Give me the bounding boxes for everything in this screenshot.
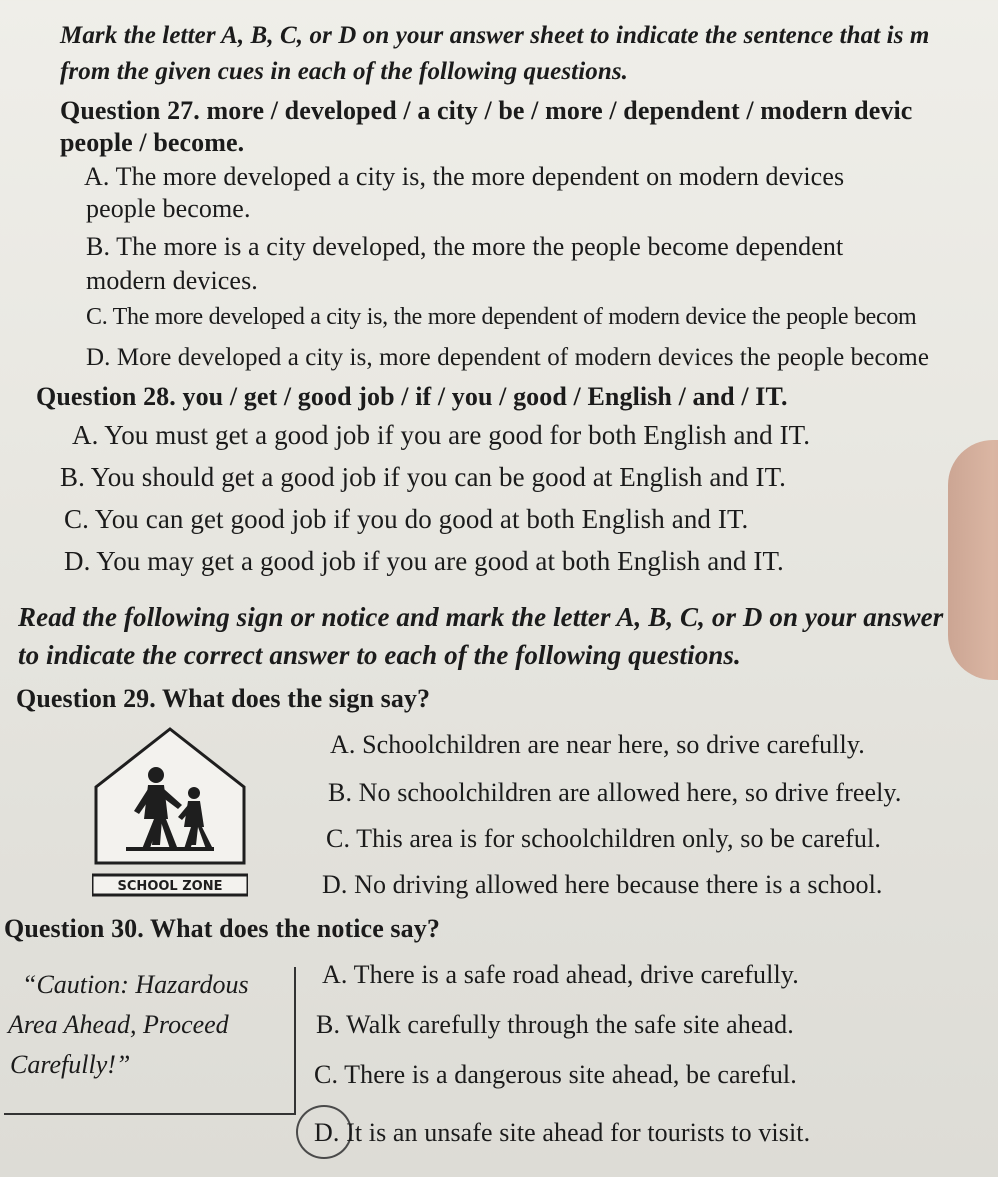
- instructions-line-1: Mark the letter A, B, C, or D on your answer sheet to indicate the sentence that is m: [60, 22, 930, 49]
- notice-line-1: “Caution: Hazardous: [22, 970, 249, 999]
- q30-option-b: B. Walk carefully through the safe site ahead.: [316, 1010, 794, 1039]
- q27-option-a-line-2: people become.: [86, 194, 251, 223]
- q29-option-b: B. No schoolchildren are allowed here, so drive freely.: [328, 778, 902, 807]
- instructions-2-line-2: to indicate the correct answer to each of the following questions.: [18, 640, 741, 670]
- school-children-icon: [92, 727, 248, 897]
- q30-option-d: D. It is an unsafe site ahead for tourists to visit.: [314, 1118, 811, 1147]
- q27-option-d: D. More developed a city is, more dependent of modern devices the people become: [86, 344, 930, 371]
- notice-line-3: Carefully!”: [10, 1050, 131, 1079]
- notice-line-2: Area Ahead, Proceed: [8, 1010, 229, 1039]
- q29-prompt: Question 29. What does the sign say?: [16, 684, 431, 713]
- q28-option-b: B. You should get a good job if you can be good at English and IT.: [60, 462, 787, 492]
- finger-shadow: [948, 440, 998, 680]
- school-zone-sign: [92, 727, 248, 897]
- q29-option-d: D. No driving allowed here because there is a school.: [322, 870, 883, 899]
- q28-prompt: Question 28. you / get / good job / if / you / good / English / and / IT.: [36, 382, 788, 411]
- q30-prompt: Question 30. What does the notice say?: [4, 914, 440, 943]
- q30-option-c: C. There is a dangerous site ahead, be careful.: [314, 1060, 797, 1089]
- q27-option-c: C. The more developed a city is, the more dependent of modern device the people becom: [86, 304, 917, 330]
- q27-prompt-line-2: people / become.: [60, 128, 245, 157]
- q29-option-a: A. Schoolchildren are near here, so drive carefully.: [330, 730, 865, 759]
- q30-option-a: A. There is a safe road ahead, drive carefully.: [322, 960, 799, 989]
- q28-option-c: C. You can get good job if you do good at both English and IT.: [64, 504, 749, 534]
- q28-option-d: D. You may get a good job if you are good at both English and IT.: [64, 546, 784, 576]
- sign-label: SCHOOL ZONE: [117, 879, 223, 894]
- q28-option-a: A. You must get a good job if you are good for both English and IT.: [72, 420, 811, 450]
- q27-prompt-line-1: Question 27. more / developed / a city / be / more / dependent / modern devic: [60, 96, 913, 125]
- q27-option-b-line-1: B. The more is a city developed, the more the people become dependent: [86, 232, 844, 261]
- q27-option-a-line-1: A. The more developed a city is, the more dependent on modern devices: [84, 162, 845, 191]
- hazard-notice: [4, 967, 296, 1115]
- instructions-2-line-1: Read the following sign or notice and mark the letter A, B, C, or D on your answer: [18, 602, 944, 632]
- q29-option-c: C. This area is for schoolchildren only, so be careful.: [326, 824, 881, 853]
- q27-option-b-line-2: modern devices.: [86, 266, 258, 295]
- instructions-line-2: from the given cues in each of the following questions.: [60, 58, 629, 85]
